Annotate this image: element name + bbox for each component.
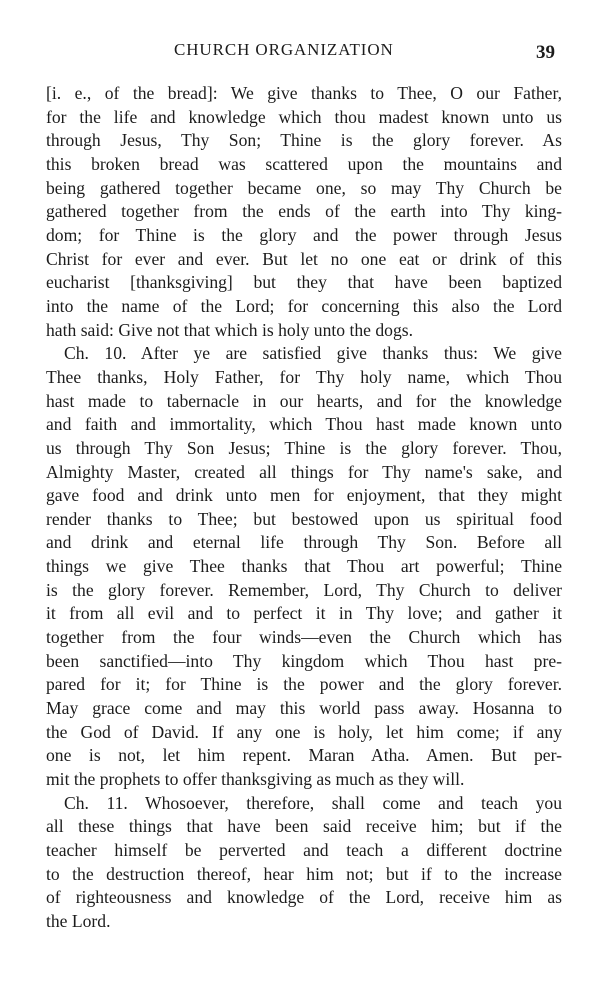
text-line: Thee thanks, Holy Father, for Thy holy name, which Thou (46, 366, 562, 387)
paragraph (46, 342, 562, 791)
paragraph (46, 792, 562, 934)
text-line: gave food and drink unto men for enjoyment, that they might (46, 485, 562, 506)
page-number: 39 (536, 42, 555, 63)
text-line: dom; for Thine is the glory and the power through Jesus (46, 224, 562, 245)
text-line: hast made to tabernacle in our hearts, and for the knowledge (46, 390, 562, 411)
text-line: things we give Thee thanks that Thou art powerful; Thine (46, 556, 562, 577)
text-line: Ch. 10. After ye are satisfied give thanks thus: We give (64, 343, 562, 364)
text-line: of righteousness and knowledge of the Lord, receive him as (46, 887, 562, 908)
text-line: the Lord. (46, 910, 111, 931)
text-line: Ch. 11. Whosoever, therefore, shall come and teach you (64, 792, 562, 813)
text-line: hath said: Give not that which is holy unto the dogs. (46, 319, 413, 340)
text-line: pared for it; for Thine is the power and the glory forever. (46, 674, 562, 695)
chapter-title: CHURCH ORGANIZATION (174, 40, 394, 59)
text-line: through Jesus, Thy Son; Thine is the glory forever. As (46, 130, 562, 151)
text-line: together from the four winds—even the Church which has (46, 627, 562, 648)
paragraph (46, 82, 562, 342)
text-line: and drink and eternal life through Thy Son. Before all (46, 532, 562, 553)
text-line: mit the prophets to offer thanksgiving as much as they will. (46, 769, 465, 790)
text-line: for the life and knowledge which thou madest known unto us (46, 106, 562, 127)
text-line: one is not, let him repent. Maran Atha. Amen. But per- (46, 745, 562, 766)
text-line: and faith and immortality, which Thou hast made known unto (46, 414, 562, 435)
text-line: May grace come and may this world pass away. Hosanna to (46, 698, 562, 719)
text-line: gathered together from the ends of the earth into Thy king- (46, 201, 562, 222)
text-line: Almighty Master, created all things for Thy name's sake, and (46, 461, 562, 482)
text-line: being gathered together became one, so may Thy Church be (46, 177, 562, 198)
text-line: eucharist [thanksgiving] but they that have been baptized (46, 272, 562, 293)
text-line: this broken bread was scattered upon the mountains and (46, 153, 562, 174)
text-line: is the glory forever. Remember, Lord, Thy Church to deliver (46, 579, 562, 600)
text-line: into the name of the Lord; for concerning this also the Lord (46, 295, 562, 316)
text-line: teacher himself be perverted and teach a different doctrine (46, 840, 562, 860)
text-line: it from all evil and to perfect it in Thy love; and gather it (46, 603, 562, 624)
body-text (46, 82, 562, 934)
running-header (0, 40, 607, 66)
text-line: render thanks to Thee; but bestowed upon us spiritual food (46, 508, 562, 529)
text-line: [i. e., of the bread]: We give thanks to Thee, O our Father, (46, 83, 562, 103)
text-line: us through Thy Son Jesus; Thine is the glory forever. Thou, (46, 437, 562, 458)
text-line: to the destruction thereof, hear him not; but if to the increase (46, 863, 562, 884)
text-line: all these things that have been said receive him; but if the (46, 816, 562, 837)
text-line: the God of David. If any one is holy, let him come; if any (46, 721, 562, 742)
text-line: been sanctified—into Thy kingdom which Thou hast pre- (46, 650, 562, 671)
text-line: Christ for ever and ever. But let no one eat or drink of this (46, 248, 562, 269)
